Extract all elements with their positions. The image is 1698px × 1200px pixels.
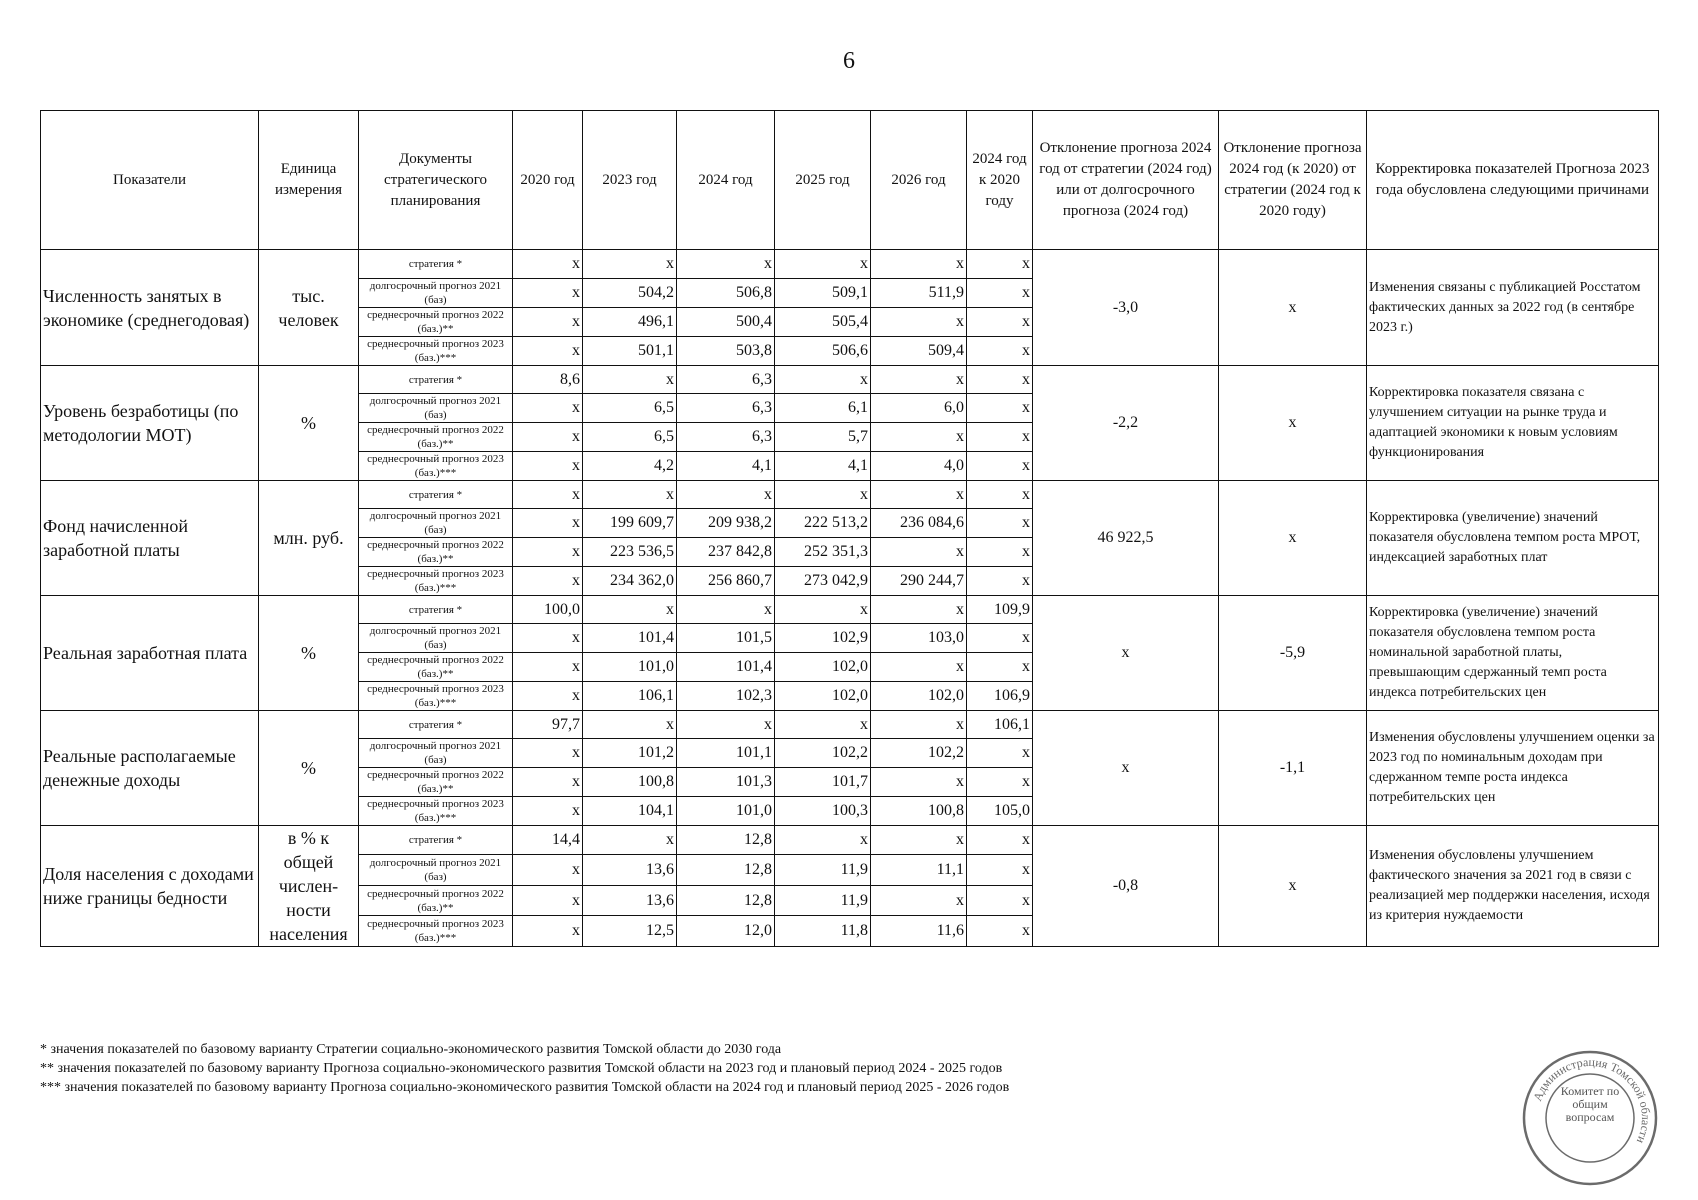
- reason-unemployment: Корректировка показателя связана с улучшением ситуации на рынке труда и адаптацией экономики к новым условиям функционирования: [1367, 366, 1659, 481]
- value-2026: x: [871, 366, 967, 394]
- header-2020: 2020 год: [513, 111, 583, 250]
- deviation-forecast-unemployment: -2,2: [1033, 366, 1219, 481]
- value-2024-to-2020: x: [967, 855, 1033, 886]
- header-reason: Корректировка показателей Прогноза 2023 года обусловлена следующими причинами: [1367, 111, 1659, 250]
- value-2024-to-2020: x: [967, 423, 1033, 452]
- value-2024-to-2020: 105,0: [967, 797, 1033, 826]
- value-2024-to-2020: 106,9: [967, 682, 1033, 711]
- value-2023: 13,6: [583, 855, 677, 886]
- value-2024: 12,8: [677, 826, 775, 855]
- unit-employed: тыс. человек: [259, 250, 359, 366]
- value-2020: x: [513, 682, 583, 711]
- value-2020: x: [513, 855, 583, 886]
- document-label: среднесрочный прогноз 2022 (баз.)**: [359, 538, 513, 567]
- value-2026: x: [871, 885, 967, 916]
- value-2024-to-2020: x: [967, 885, 1033, 916]
- value-2025: x: [775, 250, 871, 279]
- deviation-strategy-payroll-fund: x: [1219, 481, 1367, 596]
- value-2024: 4,1: [677, 452, 775, 481]
- document-label: стратегия *: [359, 596, 513, 624]
- value-2025: 506,6: [775, 337, 871, 366]
- value-2023: 101,2: [583, 739, 677, 768]
- value-2023: 6,5: [583, 394, 677, 423]
- document-label: среднесрочный прогноз 2022 (баз.)**: [359, 308, 513, 337]
- value-2026: x: [871, 768, 967, 797]
- document-label: стратегия *: [359, 826, 513, 855]
- document-label: среднесрочный прогноз 2023 (баз.)***: [359, 797, 513, 826]
- value-2024: 6,3: [677, 366, 775, 394]
- header-documents: Документы стратегического планирования: [359, 111, 513, 250]
- value-2026: 511,9: [871, 279, 967, 308]
- value-2020: x: [513, 739, 583, 768]
- document-label: долгосрочный прогноз 2021 (баз): [359, 855, 513, 886]
- page-number: 6: [843, 48, 855, 74]
- value-2024: 101,1: [677, 739, 775, 768]
- value-2020: x: [513, 279, 583, 308]
- value-2026: 102,2: [871, 739, 967, 768]
- value-2023: 101,4: [583, 624, 677, 653]
- value-2024: 12,8: [677, 885, 775, 916]
- value-2020: x: [513, 250, 583, 279]
- value-2024-to-2020: x: [967, 366, 1033, 394]
- header-2024: 2024 год: [677, 111, 775, 250]
- deviation-forecast-real-wage: x: [1033, 596, 1219, 711]
- value-2023: x: [583, 711, 677, 739]
- header-2023: 2023 год: [583, 111, 677, 250]
- value-2026: 6,0: [871, 394, 967, 423]
- document-label: долгосрочный прогноз 2021 (баз): [359, 279, 513, 308]
- indicator-name-unemployment: Уровень безработицы (по методологии МОТ): [41, 366, 259, 481]
- value-2026: x: [871, 653, 967, 682]
- value-2024: 12,0: [677, 916, 775, 947]
- value-2025: 222 513,2: [775, 509, 871, 538]
- reason-payroll-fund: Корректировка (увеличение) значений показателя обусловлена темпом роста МРОТ, индексацией заработных плат: [1367, 481, 1659, 596]
- document-label: долгосрочный прогноз 2021 (баз): [359, 394, 513, 423]
- value-2023: 223 536,5: [583, 538, 677, 567]
- value-2025: 11,9: [775, 855, 871, 886]
- value-2026: x: [871, 481, 967, 509]
- value-2024: x: [677, 481, 775, 509]
- value-2026: x: [871, 308, 967, 337]
- value-2024-to-2020: x: [967, 538, 1033, 567]
- value-2023: 100,8: [583, 768, 677, 797]
- document-label: среднесрочный прогноз 2023 (баз.)***: [359, 916, 513, 947]
- value-2025: 11,8: [775, 916, 871, 947]
- value-2020: 100,0: [513, 596, 583, 624]
- forecast-table: [40, 110, 1659, 947]
- value-2023: 12,5: [583, 916, 677, 947]
- header-2024-to-2020: 2024 год к 2020 году: [967, 111, 1033, 250]
- value-2024: 101,3: [677, 768, 775, 797]
- value-2026: 290 244,7: [871, 567, 967, 596]
- value-2025: x: [775, 596, 871, 624]
- document-label: стратегия *: [359, 366, 513, 394]
- value-2024-to-2020: x: [967, 916, 1033, 947]
- header-dev-forecast: Отклонение прогноза 2024 год от стратегии (2024 год) или от долгосрочного прогноза (2024 год): [1033, 111, 1219, 250]
- unit-unemployment: %: [259, 366, 359, 481]
- value-2026: 236 084,6: [871, 509, 967, 538]
- value-2025: 505,4: [775, 308, 871, 337]
- value-2025: 100,3: [775, 797, 871, 826]
- value-2023: 13,6: [583, 885, 677, 916]
- unit-payroll-fund: млн. руб.: [259, 481, 359, 596]
- value-2024: 237 842,8: [677, 538, 775, 567]
- value-2026: x: [871, 538, 967, 567]
- deviation-forecast-poverty-share: -0,8: [1033, 826, 1219, 947]
- value-2023: x: [583, 826, 677, 855]
- value-2024-to-2020: x: [967, 452, 1033, 481]
- stamp-center-text: Комитет по общим вопросам: [1560, 1084, 1620, 1124]
- value-2026: 11,6: [871, 916, 967, 947]
- indicator-name-real-wage: Реальная заработная плата: [41, 596, 259, 711]
- value-2026: x: [871, 423, 967, 452]
- stamp-ring-text: Администрация Томской области: [1530, 1054, 1654, 1146]
- value-2025: x: [775, 481, 871, 509]
- document-label: стратегия *: [359, 250, 513, 279]
- header-dev-strategy: Отклонение прогноза 2024 год (к 2020) от стратегии (2024 год к 2020 году): [1219, 111, 1367, 250]
- header-unit: Единица измерения: [259, 111, 359, 250]
- value-2025: 252 351,3: [775, 538, 871, 567]
- value-2024-to-2020: x: [967, 250, 1033, 279]
- value-2023: 101,0: [583, 653, 677, 682]
- value-2026: 11,1: [871, 855, 967, 886]
- value-2025: 5,7: [775, 423, 871, 452]
- value-2024: 209 938,2: [677, 509, 775, 538]
- value-2026: 509,4: [871, 337, 967, 366]
- indicator-name-poverty-share: Доля населения с доходами ниже границы бедности: [41, 826, 259, 947]
- value-2026: x: [871, 250, 967, 279]
- value-2020: x: [513, 308, 583, 337]
- value-2024-to-2020: x: [967, 308, 1033, 337]
- reason-real-wage: Корректировка (увеличение) значений показателя обусловлена темпом роста номинальной заработной платы, превышающим сдержанный темп роста индекса потребительских цен: [1367, 596, 1659, 711]
- value-2024-to-2020: x: [967, 279, 1033, 308]
- value-2023: 234 362,0: [583, 567, 677, 596]
- value-2025: 102,0: [775, 682, 871, 711]
- value-2026: x: [871, 596, 967, 624]
- value-2020: x: [513, 768, 583, 797]
- value-2020: x: [513, 624, 583, 653]
- value-2023: x: [583, 596, 677, 624]
- value-2024: 6,3: [677, 423, 775, 452]
- footnote-strategy: * значения показателей по базовому варианту Стратегии социально-экономического развития Томской области до 2030 года: [40, 1042, 782, 1057]
- value-2024: 101,0: [677, 797, 775, 826]
- value-2020: 14,4: [513, 826, 583, 855]
- table-row: [41, 596, 1659, 624]
- value-2023: 6,5: [583, 423, 677, 452]
- value-2024-to-2020: x: [967, 509, 1033, 538]
- value-2024: 101,4: [677, 653, 775, 682]
- reason-real-income: Изменения обусловлены улучшением оценки за 2023 год по номинальным доходам при сдержанном темпе роста индекса потребительских цен: [1367, 711, 1659, 826]
- value-2020: x: [513, 394, 583, 423]
- value-2024: 506,8: [677, 279, 775, 308]
- document-label: среднесрочный прогноз 2023 (баз.)***: [359, 682, 513, 711]
- value-2025: x: [775, 366, 871, 394]
- value-2024: 500,4: [677, 308, 775, 337]
- value-2024-to-2020: 109,9: [967, 596, 1033, 624]
- value-2026: 103,0: [871, 624, 967, 653]
- document-label: долгосрочный прогноз 2021 (баз): [359, 739, 513, 768]
- document-label: стратегия *: [359, 711, 513, 739]
- document-label: среднесрочный прогноз 2022 (баз.)**: [359, 423, 513, 452]
- header-2025: 2025 год: [775, 111, 871, 250]
- indicator-name-real-income: Реальные располагаемые денежные доходы: [41, 711, 259, 826]
- value-2023: 504,2: [583, 279, 677, 308]
- value-2024: 6,3: [677, 394, 775, 423]
- header-indicator: Показатели: [41, 111, 259, 250]
- header-row: [41, 111, 1659, 250]
- value-2025: 102,9: [775, 624, 871, 653]
- value-2024-to-2020: x: [967, 394, 1033, 423]
- document-label: среднесрочный прогноз 2022 (баз.)**: [359, 653, 513, 682]
- indicator-name-payroll-fund: Фонд начисленной заработной платы: [41, 481, 259, 596]
- value-2024: 102,3: [677, 682, 775, 711]
- table-row: [41, 250, 1659, 279]
- value-2024-to-2020: x: [967, 653, 1033, 682]
- value-2023: 106,1: [583, 682, 677, 711]
- deviation-strategy-real-income: -1,1: [1219, 711, 1367, 826]
- document-label: долгосрочный прогноз 2021 (баз): [359, 509, 513, 538]
- value-2020: x: [513, 567, 583, 596]
- value-2026: x: [871, 711, 967, 739]
- value-2020: x: [513, 797, 583, 826]
- deviation-strategy-employed: x: [1219, 250, 1367, 366]
- table-row: [41, 481, 1659, 509]
- unit-real-income: %: [259, 711, 359, 826]
- value-2025: 11,9: [775, 885, 871, 916]
- reason-employed: Изменения связаны с публикацией Росстатом фактических данных за 2022 год (в сентябре 2023 г.): [1367, 250, 1659, 366]
- document-label: среднесрочный прогноз 2022 (баз.)**: [359, 768, 513, 797]
- value-2025: 101,7: [775, 768, 871, 797]
- value-2024-to-2020: x: [967, 768, 1033, 797]
- value-2026: 100,8: [871, 797, 967, 826]
- value-2023: x: [583, 366, 677, 394]
- indicator-name-employed: Численность занятых в экономике (среднегодовая): [41, 250, 259, 366]
- value-2023: 199 609,7: [583, 509, 677, 538]
- value-2020: x: [513, 452, 583, 481]
- value-2023: x: [583, 481, 677, 509]
- value-2026: x: [871, 826, 967, 855]
- unit-real-wage: %: [259, 596, 359, 711]
- value-2024: x: [677, 250, 775, 279]
- value-2020: x: [513, 509, 583, 538]
- value-2024: 12,8: [677, 855, 775, 886]
- value-2020: x: [513, 538, 583, 567]
- deviation-strategy-real-wage: -5,9: [1219, 596, 1367, 711]
- value-2024: 101,5: [677, 624, 775, 653]
- value-2025: x: [775, 826, 871, 855]
- deviation-strategy-unemployment: x: [1219, 366, 1367, 481]
- value-2025: 102,0: [775, 653, 871, 682]
- value-2020: x: [513, 423, 583, 452]
- value-2024-to-2020: x: [967, 826, 1033, 855]
- footnotes: [40, 1040, 1009, 1097]
- value-2024-to-2020: x: [967, 481, 1033, 509]
- table-row: [41, 711, 1659, 739]
- footnote-forecast-2023: *** значения показателей по базовому варианту Прогноза социально-экономического развития Томской области на 2024 год и плановый период 2025 - 2026 годов: [40, 1080, 1010, 1095]
- reason-poverty-share: Изменения обусловлены улучшением фактического значения за 2021 год в связи с реализацией мер поддержки населения, исходя из критерия нуждаемости: [1367, 826, 1659, 947]
- footnote-forecast-2022: ** значения показателей по базовому варианту Прогноза социально-экономического развития Томской области на 2023 год и плановый период 2024 - 2025 годов: [40, 1061, 1003, 1076]
- document-label: долгосрочный прогноз 2021 (баз): [359, 624, 513, 653]
- value-2023: 4,2: [583, 452, 677, 481]
- value-2020: x: [513, 337, 583, 366]
- deviation-forecast-payroll-fund: 46 922,5: [1033, 481, 1219, 596]
- table-row: [41, 826, 1659, 855]
- value-2023: 496,1: [583, 308, 677, 337]
- document-label: среднесрочный прогноз 2022 (баз.)**: [359, 885, 513, 916]
- value-2024-to-2020: 106,1: [967, 711, 1033, 739]
- document-label: среднесрочный прогноз 2023 (баз.)***: [359, 567, 513, 596]
- table-body: [41, 250, 1659, 947]
- document-label: среднесрочный прогноз 2023 (баз.)***: [359, 337, 513, 366]
- value-2024: 503,8: [677, 337, 775, 366]
- value-2024: x: [677, 596, 775, 624]
- deviation-strategy-poverty-share: x: [1219, 826, 1367, 947]
- value-2020: x: [513, 653, 583, 682]
- value-2024-to-2020: x: [967, 739, 1033, 768]
- value-2023: 104,1: [583, 797, 677, 826]
- value-2020: x: [513, 481, 583, 509]
- value-2026: 4,0: [871, 452, 967, 481]
- value-2025: 4,1: [775, 452, 871, 481]
- value-2025: 273 042,9: [775, 567, 871, 596]
- value-2020: x: [513, 916, 583, 947]
- table-row: [41, 366, 1659, 394]
- value-2020: 97,7: [513, 711, 583, 739]
- value-2020: 8,6: [513, 366, 583, 394]
- value-2023: 501,1: [583, 337, 677, 366]
- deviation-forecast-employed: -3,0: [1033, 250, 1219, 366]
- value-2023: x: [583, 250, 677, 279]
- value-2025: 509,1: [775, 279, 871, 308]
- value-2024-to-2020: x: [967, 567, 1033, 596]
- value-2024: x: [677, 711, 775, 739]
- value-2024-to-2020: x: [967, 624, 1033, 653]
- deviation-forecast-real-income: x: [1033, 711, 1219, 826]
- document-label: стратегия *: [359, 481, 513, 509]
- unit-poverty-share: в % к общей числен-ности населения: [259, 826, 359, 947]
- value-2025: 6,1: [775, 394, 871, 423]
- header-2026: 2026 год: [871, 111, 967, 250]
- value-2024: 256 860,7: [677, 567, 775, 596]
- value-2024-to-2020: x: [967, 337, 1033, 366]
- value-2020: x: [513, 885, 583, 916]
- document-label: среднесрочный прогноз 2023 (баз.)***: [359, 452, 513, 481]
- value-2026: 102,0: [871, 682, 967, 711]
- value-2025: x: [775, 711, 871, 739]
- value-2025: 102,2: [775, 739, 871, 768]
